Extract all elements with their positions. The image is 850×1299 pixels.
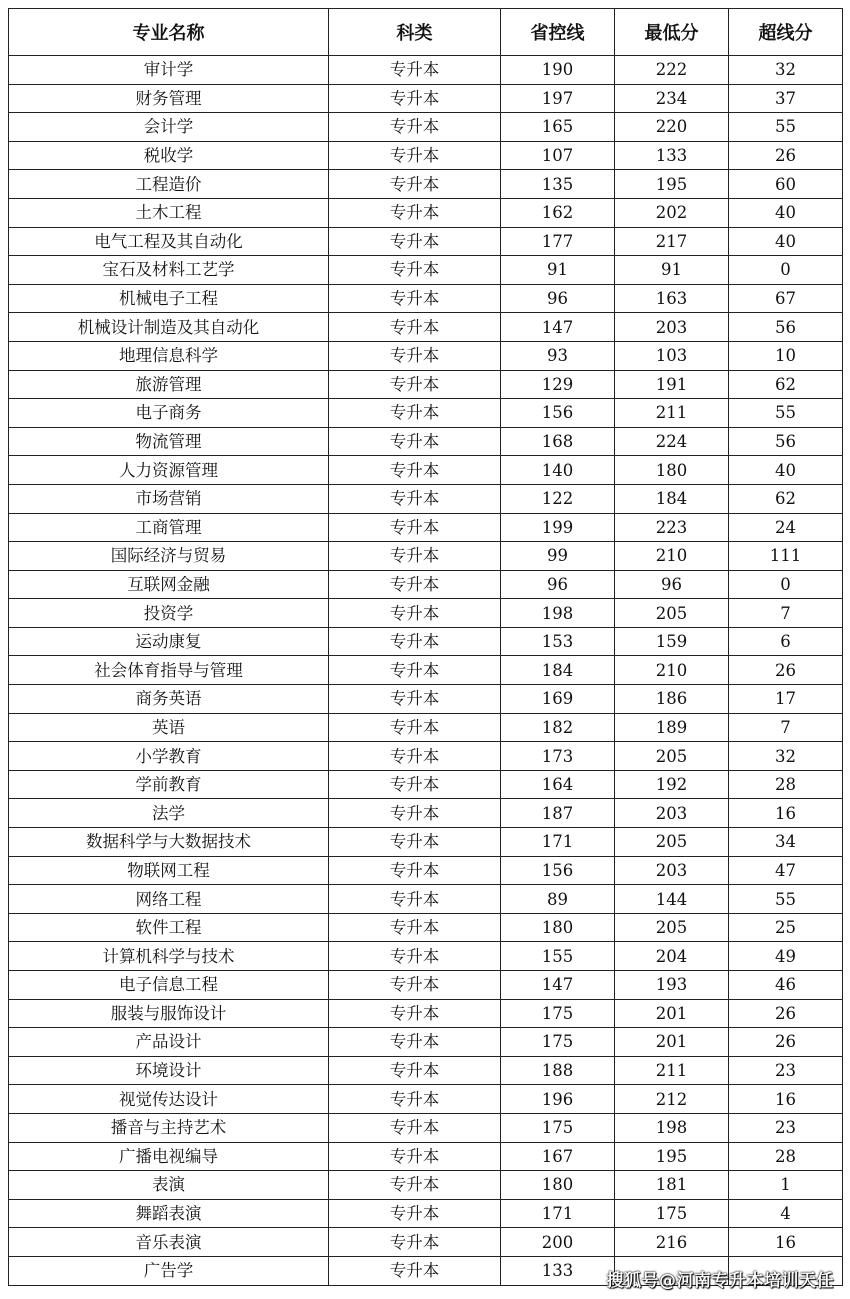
cell-provincial-line: 96	[501, 570, 615, 599]
cell-major-name: 互联网金融	[9, 570, 329, 599]
cell-over-line: 6	[729, 627, 843, 656]
cell-provincial-line: 164	[501, 770, 615, 799]
table-row	[9, 1199, 843, 1228]
cell-major-name: 财务管理	[9, 84, 329, 113]
cell-major-name: 视觉传达设计	[9, 1085, 329, 1114]
cell-min-score: 195	[615, 170, 729, 199]
score-table-sheet	[8, 8, 842, 1286]
cell-provincial-line: 168	[501, 427, 615, 456]
cell-category: 专升本	[329, 913, 501, 942]
header-category: 科类	[329, 9, 501, 56]
cell-over-line: 16	[729, 1085, 843, 1114]
table-row	[9, 313, 843, 342]
cell-min-score: 203	[615, 313, 729, 342]
cell-provincial-line: 156	[501, 399, 615, 428]
cell-min-score: 186	[615, 685, 729, 714]
header-min-score: 最低分	[615, 9, 729, 56]
cell-category: 专升本	[329, 828, 501, 857]
cell-over-line: 0	[729, 570, 843, 599]
cell-provincial-line: 196	[501, 1085, 615, 1114]
cell-category: 专升本	[329, 256, 501, 285]
cell-provincial-line: 147	[501, 971, 615, 1000]
cell-min-score: 210	[615, 542, 729, 571]
cell-provincial-line: 107	[501, 141, 615, 170]
cell-category: 专升本	[329, 1028, 501, 1057]
cell-min-score: 184	[615, 484, 729, 513]
cell-min-score: 222	[615, 56, 729, 85]
table-row	[9, 484, 843, 513]
table-row	[9, 799, 843, 828]
cell-category: 专升本	[329, 56, 501, 85]
cell-provincial-line: 156	[501, 856, 615, 885]
table-row	[9, 1085, 843, 1114]
table-row	[9, 942, 843, 971]
cell-major-name: 工程造价	[9, 170, 329, 199]
cell-provincial-line: 133	[501, 1256, 615, 1285]
cell-major-name: 机械设计制造及其自动化	[9, 313, 329, 342]
cell-min-score: 203	[615, 856, 729, 885]
cell-category: 专升本	[329, 84, 501, 113]
cell-over-line: 55	[729, 113, 843, 142]
cell-category: 专升本	[329, 770, 501, 799]
cell-category: 专升本	[329, 1199, 501, 1228]
cell-major-name: 学前教育	[9, 770, 329, 799]
cell-min-score: 212	[615, 1085, 729, 1114]
cell-category: 专升本	[329, 341, 501, 370]
cell-over-line: 62	[729, 484, 843, 513]
table-row	[9, 828, 843, 857]
cell-category: 专升本	[329, 999, 501, 1028]
cell-over-line: 55	[729, 399, 843, 428]
cell-category: 专升本	[329, 141, 501, 170]
cell-category: 专升本	[329, 1142, 501, 1171]
cell-over-line: 46	[729, 971, 843, 1000]
cell-min-score: 96	[615, 570, 729, 599]
table-row	[9, 713, 843, 742]
cell-over-line: 4	[729, 1199, 843, 1228]
cell-min-score: 181	[615, 1171, 729, 1200]
cell-category: 专升本	[329, 484, 501, 513]
header-provincial-line: 省控线	[501, 9, 615, 56]
table-row	[9, 141, 843, 170]
cell-min-score: 234	[615, 84, 729, 113]
cell-min-score: 210	[615, 656, 729, 685]
cell-over-line: 34	[729, 828, 843, 857]
table-row	[9, 256, 843, 285]
table-body	[9, 56, 843, 1286]
cell-category: 专升本	[329, 542, 501, 571]
cell-over-line: 28	[729, 1142, 843, 1171]
cell-min-score: 189	[615, 713, 729, 742]
cell-provincial-line: 91	[501, 256, 615, 285]
table-row	[9, 542, 843, 571]
cell-provincial-line: 198	[501, 599, 615, 628]
watermark: 搜狐号@河南专升本培训天任	[606, 1271, 834, 1291]
cell-over-line: 49	[729, 942, 843, 971]
table-row	[9, 198, 843, 227]
table-row	[9, 370, 843, 399]
cell-provincial-line: 175	[501, 1113, 615, 1142]
cell-category: 专升本	[329, 399, 501, 428]
cell-provincial-line: 167	[501, 1142, 615, 1171]
cell-major-name: 人力资源管理	[9, 456, 329, 485]
cell-over-line: 26	[729, 141, 843, 170]
table-row	[9, 1228, 843, 1257]
cell-min-score: 223	[615, 513, 729, 542]
cell-over-line: 26	[729, 656, 843, 685]
cell-category: 专升本	[329, 1171, 501, 1200]
cell-provincial-line: 197	[501, 84, 615, 113]
cell-category: 专升本	[329, 113, 501, 142]
table-row	[9, 113, 843, 142]
cell-over-line: 56	[729, 427, 843, 456]
cell-category: 专升本	[329, 570, 501, 599]
table-row	[9, 656, 843, 685]
table-row	[9, 742, 843, 771]
cell-category: 专升本	[329, 313, 501, 342]
cell-provincial-line: 187	[501, 799, 615, 828]
cell-category: 专升本	[329, 198, 501, 227]
cell-major-name: 工商管理	[9, 513, 329, 542]
table-row	[9, 456, 843, 485]
table-row	[9, 1056, 843, 1085]
header-major-name: 专业名称	[9, 9, 329, 56]
cell-category: 专升本	[329, 456, 501, 485]
cell-major-name: 广播电视编导	[9, 1142, 329, 1171]
cell-over-line: 26	[729, 1028, 843, 1057]
cell-provincial-line: 180	[501, 1171, 615, 1200]
cell-over-line: 25	[729, 913, 843, 942]
cell-over-line: 26	[729, 999, 843, 1028]
cell-category: 专升本	[329, 971, 501, 1000]
cell-provincial-line: 184	[501, 656, 615, 685]
table-row	[9, 856, 843, 885]
cell-min-score: 201	[615, 999, 729, 1028]
cell-category: 专升本	[329, 513, 501, 542]
cell-min-score: 163	[615, 284, 729, 313]
cell-category: 专升本	[329, 427, 501, 456]
cell-major-name: 税收学	[9, 141, 329, 170]
cell-category: 专升本	[329, 685, 501, 714]
cell-provincial-line: 162	[501, 198, 615, 227]
table-row	[9, 1113, 843, 1142]
cell-major-name: 机械电子工程	[9, 284, 329, 313]
cell-over-line: 28	[729, 770, 843, 799]
cell-category: 专升本	[329, 885, 501, 914]
cell-provincial-line: 188	[501, 1056, 615, 1085]
cell-min-score: 91	[615, 256, 729, 285]
cell-provincial-line: 182	[501, 713, 615, 742]
cell-over-line: 23	[729, 1113, 843, 1142]
cell-major-name: 市场营销	[9, 484, 329, 513]
cell-min-score: 202	[615, 198, 729, 227]
cell-provincial-line: 96	[501, 284, 615, 313]
table-row	[9, 770, 843, 799]
cell-over-line: 40	[729, 227, 843, 256]
cell-major-name: 物联网工程	[9, 856, 329, 885]
cell-category: 专升本	[329, 599, 501, 628]
table-row	[9, 84, 843, 113]
cell-major-name: 商务英语	[9, 685, 329, 714]
table-row	[9, 56, 843, 85]
cell-provincial-line: 93	[501, 341, 615, 370]
cell-category: 专升本	[329, 284, 501, 313]
cell-min-score: 198	[615, 1113, 729, 1142]
table-row	[9, 227, 843, 256]
cell-major-name: 广告学	[9, 1256, 329, 1285]
cell-min-score: 144	[615, 885, 729, 914]
cell-major-name: 电气工程及其自动化	[9, 227, 329, 256]
cell-major-name: 地理信息科学	[9, 341, 329, 370]
cell-min-score: 201	[615, 1028, 729, 1057]
cell-provincial-line: 169	[501, 685, 615, 714]
cell-major-name: 法学	[9, 799, 329, 828]
cell-major-name: 电子信息工程	[9, 971, 329, 1000]
cell-min-score: 205	[615, 742, 729, 771]
cell-over-line: 56	[729, 313, 843, 342]
cell-major-name: 英语	[9, 713, 329, 742]
cell-category: 专升本	[329, 1113, 501, 1142]
table-row	[9, 627, 843, 656]
cell-min-score: 211	[615, 399, 729, 428]
cell-provincial-line: 129	[501, 370, 615, 399]
cell-major-name: 会计学	[9, 113, 329, 142]
cell-min-score: 195	[615, 1142, 729, 1171]
table-header	[9, 9, 843, 56]
cell-min-score: 203	[615, 799, 729, 828]
cell-provincial-line: 175	[501, 999, 615, 1028]
cell-provincial-line: 99	[501, 542, 615, 571]
table-row	[9, 599, 843, 628]
cell-over-line: 24	[729, 513, 843, 542]
cell-category: 专升本	[329, 799, 501, 828]
cell-min-score: 205	[615, 828, 729, 857]
cell-over-line: 16	[729, 799, 843, 828]
cell-provincial-line: 89	[501, 885, 615, 914]
cell-major-name: 音乐表演	[9, 1228, 329, 1257]
cell-over-line: 55	[729, 885, 843, 914]
header-row	[9, 9, 843, 56]
cell-provincial-line: 175	[501, 1028, 615, 1057]
cell-provincial-line: 140	[501, 456, 615, 485]
cell-over-line: 0	[729, 256, 843, 285]
cell-major-name: 物流管理	[9, 427, 329, 456]
table-row	[9, 999, 843, 1028]
cell-category: 专升本	[329, 942, 501, 971]
cell-major-name: 宝石及材料工艺学	[9, 256, 329, 285]
cell-provincial-line: 153	[501, 627, 615, 656]
cell-major-name: 表演	[9, 1171, 329, 1200]
cell-min-score: 192	[615, 770, 729, 799]
table-row	[9, 885, 843, 914]
cell-category: 专升本	[329, 370, 501, 399]
cell-category: 专升本	[329, 713, 501, 742]
cell-major-name: 产品设计	[9, 1028, 329, 1057]
cell-over-line: 1	[729, 1171, 843, 1200]
cell-major-name: 计算机科学与技术	[9, 942, 329, 971]
cell-over-line: 67	[729, 284, 843, 313]
cell-provincial-line: 147	[501, 313, 615, 342]
cell-major-name: 审计学	[9, 56, 329, 85]
table-row	[9, 570, 843, 599]
cell-major-name: 数据科学与大数据技术	[9, 828, 329, 857]
cell-over-line: 23	[729, 1056, 843, 1085]
cell-category: 专升本	[329, 1228, 501, 1257]
cell-major-name: 旅游管理	[9, 370, 329, 399]
cell-provincial-line: 199	[501, 513, 615, 542]
cell-over-line: 32	[729, 56, 843, 85]
cell-min-score: 211	[615, 1056, 729, 1085]
cell-provincial-line: 173	[501, 742, 615, 771]
cell-major-name: 国际经济与贸易	[9, 542, 329, 571]
cell-major-name: 服装与服饰设计	[9, 999, 329, 1028]
table-row	[9, 284, 843, 313]
cell-min-score: 180	[615, 456, 729, 485]
cell-provincial-line: 180	[501, 913, 615, 942]
score-table	[8, 8, 843, 1286]
cell-category: 专升本	[329, 227, 501, 256]
cell-provincial-line: 171	[501, 828, 615, 857]
cell-over-line: 62	[729, 370, 843, 399]
cell-provincial-line: 135	[501, 170, 615, 199]
cell-major-name: 小学教育	[9, 742, 329, 771]
cell-min-score: 159	[615, 627, 729, 656]
cell-major-name: 投资学	[9, 599, 329, 628]
table-row	[9, 1028, 843, 1057]
cell-provincial-line: 155	[501, 942, 615, 971]
table-row	[9, 427, 843, 456]
cell-category: 专升本	[329, 1256, 501, 1285]
table-row	[9, 399, 843, 428]
table-row	[9, 513, 843, 542]
table-row	[9, 341, 843, 370]
cell-over-line: 16	[729, 1228, 843, 1257]
cell-major-name: 社会体育指导与管理	[9, 656, 329, 685]
cell-min-score: 204	[615, 942, 729, 971]
cell-over-line: 111	[729, 542, 843, 571]
cell-major-name: 网络工程	[9, 885, 329, 914]
cell-major-name: 运动康复	[9, 627, 329, 656]
cell-over-line: 17	[729, 685, 843, 714]
cell-min-score: 133	[615, 141, 729, 170]
cell-over-line: 40	[729, 456, 843, 485]
cell-provincial-line: 165	[501, 113, 615, 142]
cell-min-score: 205	[615, 913, 729, 942]
cell-major-name: 电子商务	[9, 399, 329, 428]
table-row	[9, 170, 843, 199]
cell-over-line: 10	[729, 341, 843, 370]
cell-major-name: 软件工程	[9, 913, 329, 942]
cell-over-line: 32	[729, 742, 843, 771]
cell-major-name: 土木工程	[9, 198, 329, 227]
cell-major-name: 舞蹈表演	[9, 1199, 329, 1228]
cell-min-score: 205	[615, 599, 729, 628]
table-row	[9, 1142, 843, 1171]
cell-min-score: 191	[615, 370, 729, 399]
cell-min-score: 175	[615, 1199, 729, 1228]
cell-min-score: 220	[615, 113, 729, 142]
cell-category: 专升本	[329, 856, 501, 885]
table-row	[9, 1171, 843, 1200]
cell-category: 专升本	[329, 1056, 501, 1085]
cell-category: 专升本	[329, 656, 501, 685]
cell-provincial-line: 122	[501, 484, 615, 513]
cell-category: 专升本	[329, 1085, 501, 1114]
cell-over-line: 47	[729, 856, 843, 885]
table-row	[9, 913, 843, 942]
cell-major-name: 播音与主持艺术	[9, 1113, 329, 1142]
cell-min-score: 103	[615, 341, 729, 370]
cell-over-line: 7	[729, 713, 843, 742]
cell-min-score: 193	[615, 971, 729, 1000]
cell-min-score: 224	[615, 427, 729, 456]
cell-category: 专升本	[329, 170, 501, 199]
table-row	[9, 971, 843, 1000]
cell-category: 专升本	[329, 742, 501, 771]
cell-min-score: 216	[615, 1228, 729, 1257]
cell-over-line: 40	[729, 198, 843, 227]
header-over-line: 超线分	[729, 9, 843, 56]
cell-provincial-line: 200	[501, 1228, 615, 1257]
cell-category: 专升本	[329, 627, 501, 656]
cell-major-name: 环境设计	[9, 1056, 329, 1085]
cell-min-score: 217	[615, 227, 729, 256]
cell-provincial-line: 177	[501, 227, 615, 256]
table-row	[9, 685, 843, 714]
cell-over-line: 60	[729, 170, 843, 199]
cell-over-line: 7	[729, 599, 843, 628]
cell-provincial-line: 171	[501, 1199, 615, 1228]
cell-provincial-line: 190	[501, 56, 615, 85]
cell-over-line: 37	[729, 84, 843, 113]
